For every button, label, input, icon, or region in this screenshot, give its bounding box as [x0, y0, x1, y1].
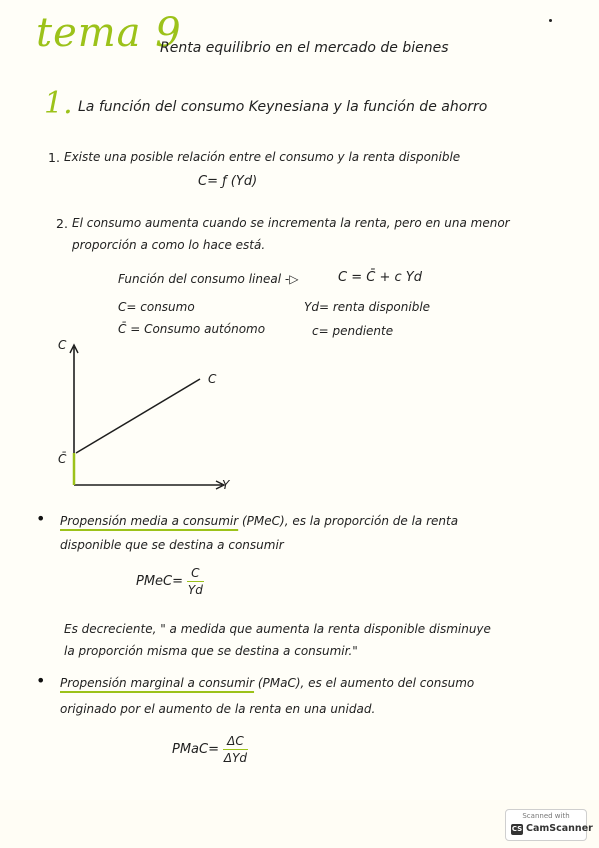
pmec-denominator: Yd — [187, 583, 203, 597]
pmec-term: Propensión media a consumir — [60, 514, 239, 528]
bullet-pmac: • — [36, 671, 46, 690]
ink-dot — [549, 19, 552, 22]
graph-line-label: C — [208, 372, 217, 386]
pmac-line2: originado por el aumento de la renta en una unidad. — [60, 702, 376, 716]
section-title: La función del consumo Keynesiana y la función de ahorro — [78, 99, 488, 115]
def-renta-disponible: Yd= renta disponible — [304, 300, 431, 314]
linear-function-label: Función del consumo lineal -▷ — [118, 272, 299, 286]
pmec-fraction — [187, 566, 203, 597]
pmac-fraction — [223, 734, 248, 765]
pmac-rest: (PMaC), es el aumento del consumo — [254, 676, 475, 690]
item-2-line2: proporción a como lo hace está. — [72, 238, 266, 252]
pmac-denominator: ΔYd — [223, 751, 248, 765]
watermark-caption: Scanned with — [522, 812, 570, 820]
pmec-line2: disponible que se destina a consumir — [60, 538, 284, 552]
pmec-numerator: C — [187, 566, 203, 582]
consumption-line — [76, 379, 200, 453]
watermark-brand: CamScanner — [526, 823, 593, 834]
topic-subtitle: Renta equilibrio en el mercado de bienes — [160, 40, 449, 56]
def-consumo-autonomo: C̄ = Consumo autónomo — [118, 322, 266, 336]
pmac-definition — [60, 676, 474, 690]
consumption-graph — [50, 335, 250, 495]
section-number: 1. — [44, 86, 73, 121]
item-1-text: Existe una posible relación entre el consumo y la renta disponible — [64, 150, 461, 164]
item-2-number: 2. — [56, 216, 68, 231]
linear-function-formula: C = C̄ + c Yd — [338, 270, 422, 285]
camscanner-logo-icon: CS — [511, 825, 523, 833]
pmac-formula — [172, 734, 248, 765]
pmac-numerator: ΔC — [223, 734, 248, 750]
pmec-formula — [136, 566, 204, 597]
camscanner-watermark — [505, 809, 593, 841]
def-consumo: C= consumo — [118, 300, 195, 314]
pmec-note-line1: Es decreciente, " a medida que aumenta la renta disponible disminuye — [64, 622, 491, 636]
topic-title: tema 9 — [36, 10, 182, 56]
graph-x-label: Y — [222, 478, 230, 492]
pmec-formula-lhs: PMeC= — [136, 574, 184, 589]
item-1-formula: C= ƒ (Yd) — [198, 174, 258, 189]
item-2-line1: El consumo aumenta cuando se incrementa la renta, pero en una menor — [72, 216, 510, 230]
pmac-formula-lhs: PMaC= — [172, 742, 219, 757]
pmac-term: Propensión marginal a consumir — [60, 676, 255, 690]
graph-y-label: C — [58, 338, 67, 352]
pmec-note-line2: la proporción misma que se destina a consumir." — [64, 644, 358, 658]
graph-intercept-label: C̄ — [58, 452, 67, 466]
pmec-rest: (PMeC), es la proporción de la renta — [238, 514, 459, 528]
pmec-definition — [60, 514, 458, 528]
def-pendiente: c= pendiente — [312, 324, 394, 338]
bullet-pmec: • — [36, 509, 46, 528]
item-1-number: 1. — [48, 150, 60, 165]
